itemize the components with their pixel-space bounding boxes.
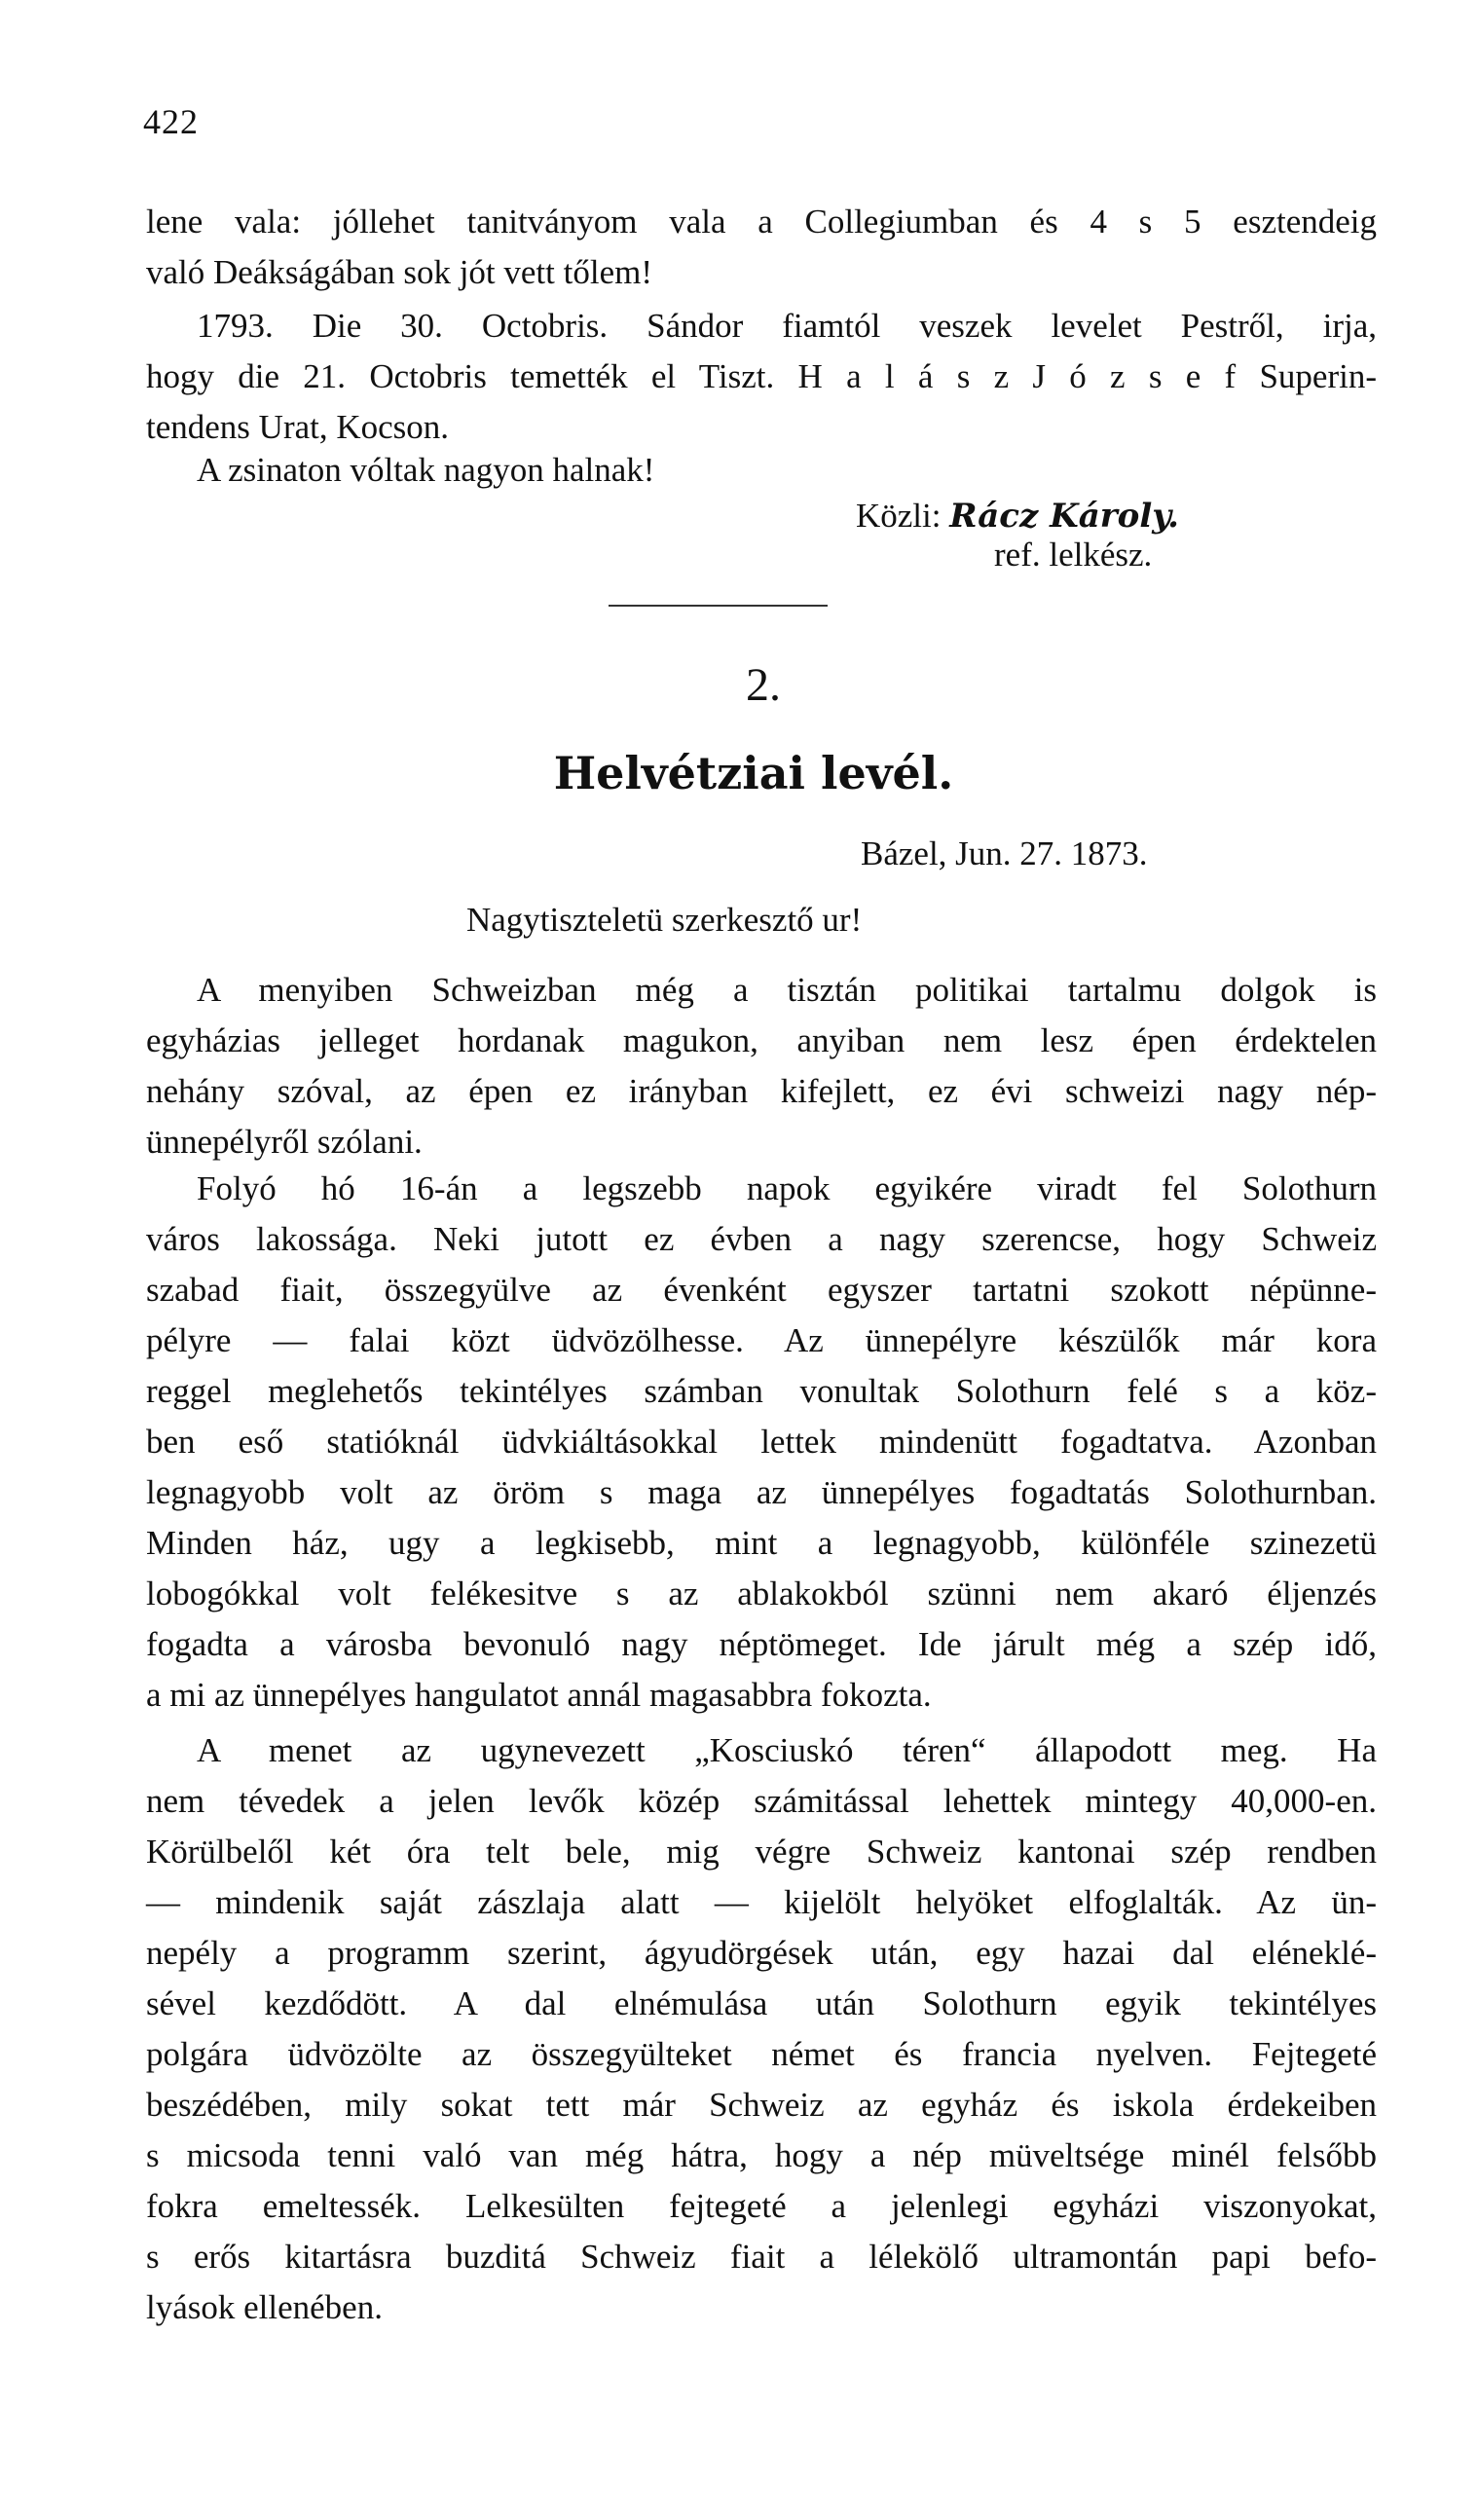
dateline: Bázel, Jun. 27. 1873. bbox=[861, 834, 1148, 872]
text-line: nem tévedek a jelen levők közép számitással lehettek mintegy 40,000-en. bbox=[146, 1782, 1377, 1820]
text-line: lobogókkal volt felékesitve s az ablakokból szünni nem akaró éljenzés bbox=[146, 1575, 1377, 1612]
paragraph bbox=[146, 1164, 1377, 1721]
text-line: való Deákságában sok jót vett tőlem! bbox=[146, 253, 652, 291]
text-line: A menyiben Schweizban még a tisztán politikai tartalmu dolgok is bbox=[197, 971, 1377, 1009]
signature-name: Rácz Károly. bbox=[949, 497, 1179, 536]
text-line: nepély a programm szerint, ágyudörgések után, egy hazai dal eléneklé- bbox=[146, 1934, 1377, 1972]
section-number: 2. bbox=[746, 659, 781, 711]
text-line: hogy die 21. Octobris temették el Tiszt. H a l á s z J ó z s e f Superin- bbox=[146, 357, 1377, 395]
text-line: lene vala: jóllehet tanitványom vala a Collegiumban és 4 s 5 esztendeig bbox=[146, 203, 1377, 241]
text-line: reggel meglehetős tekintélyes számban vonultak Solothurn felé s a köz- bbox=[146, 1372, 1377, 1410]
signature-title: ref. lelkész. bbox=[994, 536, 1153, 574]
text-line: sével kezdődött. A dal elnémulása után Solothurn egyik tekintélyes bbox=[146, 1984, 1377, 2022]
paragraph bbox=[146, 965, 1377, 1167]
text-line: ben eső statióknál üdvkiáltásokkal lettek mindenütt fogadtatva. Azonban bbox=[146, 1423, 1377, 1461]
paragraph bbox=[146, 445, 1377, 496]
text-line: Folyó hó 16-án a legszebb napok egyikére viradt fel Solothurn bbox=[197, 1169, 1377, 1207]
salutation: Nagytiszteletü szerkesztő ur! bbox=[466, 901, 863, 939]
text-line: nehány szóval, az épen ez irányban kifejlett, ez évi schweizi nagy nép- bbox=[146, 1072, 1377, 1110]
text-line: fogadta a városba bevonuló nagy néptömeget. Ide járult még a szép idő, bbox=[146, 1625, 1377, 1663]
text-line: Minden ház, ugy a legkisebb, mint a legnagyobb, különféle szinezetü bbox=[146, 1524, 1377, 1562]
text-line: város lakossága. Neki jutott ez évben a nagy szerencse, hogy Schweiz bbox=[146, 1220, 1377, 1258]
text-line: egyházias jelleget hordanak magukon, anyiban nem lesz épen érdektelen bbox=[146, 1021, 1377, 1059]
section-title: Helvétziai levél. bbox=[553, 747, 954, 799]
text-line: pélyre — falai közt üdvözölhesse. Az ünnepélyre készülők már kora bbox=[146, 1321, 1377, 1359]
paragraph bbox=[146, 197, 1377, 298]
text-line: szabad fiait, összegyülve az évenként egyszer tartatni szokott népünne- bbox=[146, 1271, 1377, 1309]
section-divider bbox=[609, 605, 828, 607]
signature-prefix: Közli: bbox=[856, 497, 942, 535]
text-line: 1793. Die 30. Octobris. Sándor fiamtól veszek levelet Pestről, irja, bbox=[197, 307, 1377, 345]
page-number: 422 bbox=[143, 102, 199, 141]
text-line: tendens Urat, Kocson. bbox=[146, 408, 450, 446]
text-line: polgára üdvözölte az összegyülteket német és francia nyelven. Fejtegeté bbox=[146, 2035, 1377, 2073]
text-line: s erős kitartásra buzditá Schweiz fiait a lélekölő ultramontán papi befo- bbox=[146, 2238, 1377, 2276]
text-line: beszédében, mily sokat tett már Schweiz az egyház és iskola érdekeiben bbox=[146, 2086, 1377, 2124]
paragraph bbox=[146, 1725, 1377, 2333]
text-line: A zsinaton vóltak nagyon halnak! bbox=[197, 451, 655, 489]
text-line: legnagyobb volt az öröm s maga az ünnepélyes fogadtatás Solothurnban. bbox=[146, 1473, 1377, 1511]
text-line: ünnepélyről szólani. bbox=[146, 1123, 423, 1161]
text-line: A menet az ugynevezett „Kosciuskó téren“ állapodott meg. Ha bbox=[197, 1731, 1377, 1769]
text-line: s micsoda tenni való van még hátra, hogy a nép müveltsége minél felsőbb bbox=[146, 2136, 1377, 2174]
text-line: lyások ellenében. bbox=[146, 2288, 383, 2326]
text-line: fokra emeltessék. Lelkesülten fejtegeté a jelenlegi egyházi viszonyokat, bbox=[146, 2187, 1377, 2225]
text-line: — mindenik saját zászlaja alatt — kijelölt helyöket elfoglalták. Az ün- bbox=[146, 1883, 1377, 1921]
text-line: a mi az ünnepélyes hangulatot annál magasabbra fokozta. bbox=[146, 1676, 932, 1714]
paragraph bbox=[146, 301, 1377, 453]
text-line: Körülbelől két óra telt bele, mig végre Schweiz kantonai szép rendben bbox=[146, 1833, 1377, 1871]
